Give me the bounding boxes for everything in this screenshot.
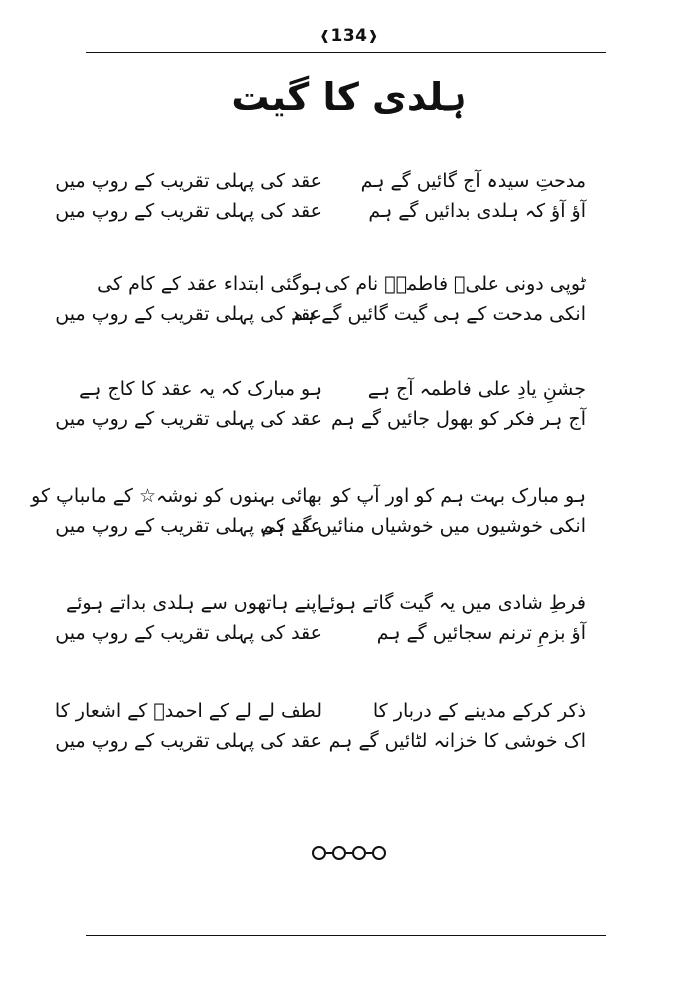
poem-title: ہلدی کا گیت [231,75,467,119]
verse-line: ذکر کرکے مدینے کے دربار کا [372,700,586,722]
page-number [0,26,698,46]
stanza-6 [0,697,698,761]
verse-line: انکی خوشیوں میں خوشیاں منائیں گے ہم [261,515,586,537]
verse-line: ہو مبارک کہ یہ عقد کا کاج ہے [79,378,322,400]
verse-line: اپنے ہاتھوں سے ہلدی بداتے ہوئے [65,592,322,614]
verse-line: عقد کی پہلی تقریب کے روپ میں [55,303,322,325]
verse-line: ہوگئی ابتداء عقد کے کام کی [97,273,322,295]
end-ornament-icon [0,838,698,868]
verse-line: بھائی بہنوں کو نوشہ☆ کے ماںباپ کو [31,485,322,507]
verse-line: عقد کی پہلی تقریب کے روپ میں [55,730,322,752]
ring-icon [372,846,386,860]
stanza-2 [0,270,698,334]
verse-line: عقد کی پہلی تقریب کے روپ میں [55,170,322,192]
verse-line: ہو مبارک بہت ہم کو اور آپ کو [331,485,586,507]
verse-line: آؤ آؤ کہ ہلدی بدائیں گے ہم [368,200,586,222]
ring-icon [312,846,326,860]
verse-line: عقد کی پہلی تقریب کے روپ میں [55,408,322,430]
verse-line: آج ہر فکر کو بھول جائیں گے ہم [331,408,586,430]
stanza-4 [0,482,698,546]
stanza-1 [0,167,698,231]
page-number-text: 134 [330,26,368,46]
verse-line: عقد کی پہلی تقریب کے روپ میں [55,515,322,537]
verse-line: ٹوپی دونی علیؑ فاطمہؓ نام کی [324,273,586,295]
verse-line: لطف لے لے کے احمدؐ کے اشعار کا [54,700,322,722]
ring-icon [352,846,366,860]
bottom-rule [86,935,606,936]
verse-line: انکی مدحت کے ہی گیت گائیں گے ہم [291,303,586,325]
stanza-3 [0,375,698,439]
verse-line: جشنِ یادِ علی فاطمہ آج ہے [367,378,586,400]
verse-line: عقد کی پہلی تقریب کے روپ میں [55,200,322,222]
ornament-left-icon: ❰ [319,29,331,44]
stanza-5 [0,589,698,653]
top-rule [86,52,606,53]
verse-line: فرطِ شادی میں یہ گیت گاتے ہوئے [318,592,586,614]
ring-icon [332,846,346,860]
ornament-right-icon: ❱ [367,29,379,44]
verse-line: آؤ بزمِ ترنم سجائیں گے ہم [376,622,586,644]
verse-line: عقد کی پہلی تقریب کے روپ میں [55,622,322,644]
verse-line: اک خوشی کا خزانہ لٹائیں گے ہم [328,730,586,752]
verse-line: مدحتِ سیدہ آج گائیں گے ہم [360,170,586,192]
